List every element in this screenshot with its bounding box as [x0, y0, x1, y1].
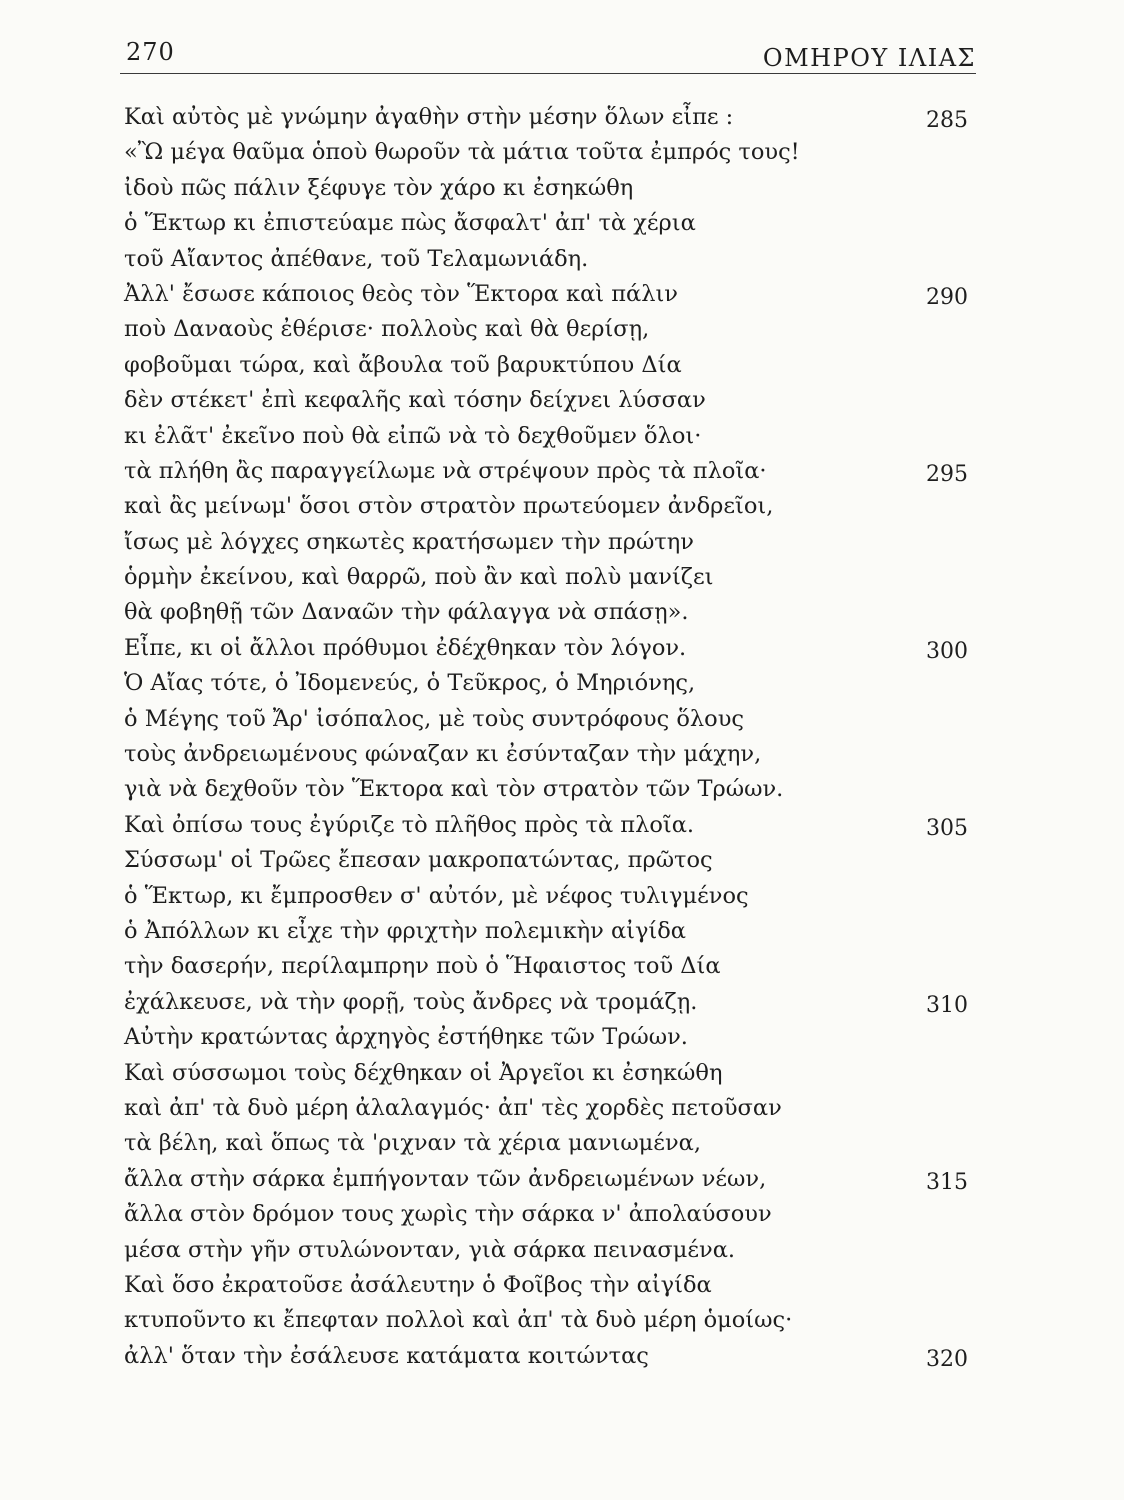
verse-line	[124, 277, 974, 312]
verse-text: ἐχάλκευσε, νὰ τὴν φορῇ, τοὺς ἄνδρες νὰ τρομάζῃ.	[124, 988, 698, 1015]
verse-line	[124, 312, 974, 347]
verse-line	[124, 348, 974, 383]
verse-text: Καὶ ὅσο ἐκρατοῦσε ἀσάλευτην ὁ Φοῖβος τὴν αἰγίδα	[124, 1271, 712, 1298]
running-title: ΟΜΗΡΟΥ ΙΛΙΑΣ	[762, 44, 976, 72]
verse-line	[124, 206, 974, 241]
verse-line	[124, 702, 974, 737]
verse-text: κτυποῦντο κι ἔπεφταν πολλοὶ καὶ ἀπ' τὰ δυὸ μέρη ὁμοίως·	[124, 1307, 793, 1334]
verse-text: ἀλλ' ὅταν τὴν ἐσάλευσε κατάματα κοιτώντας	[124, 1342, 649, 1369]
verse-line	[124, 985, 974, 1020]
verse-text: τοῦ Αἴαντος ἀπέθανε, τοῦ Τελαμωνιάδη.	[124, 245, 589, 272]
verse-text: ἄλλα στὸν δρόμον τους χωρὶς τὴν σάρκα ν' ἀπολαύσουν	[124, 1201, 772, 1228]
verse-line	[124, 1126, 974, 1161]
verse-text: φοβοῦμαι τώρα, καὶ ἄβουλα τοῦ βαρυκτύπου Δία	[124, 351, 682, 378]
verse-line	[124, 843, 974, 878]
verse-text: κι ἐλᾶτ' ἐκεῖνο ποὺ θὰ εἰπῶ νὰ τὸ δεχθοῦμεν ὅλοι·	[124, 422, 702, 449]
verse-text: ὁ Μέγης τοῦ Ἄρ' ἰσόπαλος, μὲ τοὺς συντρόφους ὅλους	[124, 705, 744, 732]
verse-text: ὁ Ἕκτωρ κι ἐπιστεύαμε πὼς ἄσφαλτ' ἀπ' τὰ χέρια	[124, 210, 696, 237]
verse-line	[124, 1233, 974, 1268]
verse-text: καὶ ἀπ' τὰ δυὸ μέρη ἀλαλαγμός· ἀπ' τὲς χορδὲς πετοῦσαν	[124, 1094, 782, 1121]
verse-line	[124, 171, 974, 206]
verse-block	[124, 100, 974, 1374]
verse-line	[124, 135, 974, 170]
verse-text: καὶ ἂς μείνωμ' ὅσοι στὸν στρατὸν πρωτεύομεν ἀνδρεῖοι,	[124, 493, 774, 520]
verse-line	[124, 419, 974, 454]
verse-text: ὁ Ἕκτωρ, κι ἔμπροσθεν σ' αὐτόν, μὲ νέφος τυλιγμένος	[124, 882, 749, 909]
verse-line	[124, 879, 974, 914]
verse-text: δὲν στέκετ' ἐπὶ κεφαλῆς καὶ τόσην δείχνει λύσσαν	[124, 387, 706, 414]
verse-line	[124, 454, 974, 489]
verse-text: Καὶ σύσσωμοι τοὺς δέχθηκαν οἱ Ἀργεῖοι κι ἐσηκώθη	[124, 1059, 723, 1086]
verse-line	[124, 631, 974, 666]
line-number: 310	[926, 992, 968, 1018]
verse-text: Αὐτὴν κρατώντας ἀρχηγὸς ἐστήθηκε τῶν Τρώων.	[124, 1024, 688, 1051]
verse-line	[124, 1091, 974, 1126]
verse-line	[124, 666, 974, 701]
verse-line	[124, 1020, 974, 1055]
verse-text: μέσα στὴν γῆν στυλώνονταν, γιὰ σάρκα πεινασμένα.	[124, 1236, 736, 1263]
verse-line	[124, 242, 974, 277]
verse-line	[124, 595, 974, 630]
line-number: 290	[926, 284, 968, 310]
verse-line	[124, 1197, 974, 1232]
verse-text: θὰ φοβηθῇ τῶν Δαναῶν τὴν φάλαγγα νὰ σπάσῃ».	[124, 599, 689, 626]
header-rule	[120, 73, 976, 74]
verse-line	[124, 1303, 974, 1338]
verse-line	[124, 1268, 974, 1303]
verse-line	[124, 1162, 974, 1197]
line-number: 295	[926, 461, 968, 487]
line-number: 320	[926, 1346, 968, 1372]
verse-text: Σύσσωμ' οἱ Τρῶες ἔπεσαν μακροπατώντας, πρῶτος	[124, 847, 713, 874]
line-number: 300	[926, 638, 968, 664]
line-number: 285	[926, 108, 968, 133]
verse-text: ἄλλα στὴν σάρκα ἐμπήγονταν τῶν ἀνδρειωμένων νέων,	[124, 1165, 767, 1192]
verse-line	[124, 100, 974, 135]
verse-text: ἰδοὺ πῶς πάλιν ξέφυγε τὸν χάρο κι ἐσηκώθη	[124, 174, 634, 201]
verse-line	[124, 1056, 974, 1091]
verse-text: Ὁ Αἴας τότε, ὁ Ἰδομενεύς, ὁ Τεῦκρος, ὁ Μηριόνης,	[124, 670, 696, 697]
verse-line	[124, 808, 974, 843]
verse-line	[124, 560, 974, 595]
verse-line	[124, 914, 974, 949]
verse-line	[124, 772, 974, 807]
verse-text: Καὶ ὀπίσω τους ἐγύριζε τὸ πλῆθος πρὸς τὰ πλοῖα.	[124, 811, 695, 838]
verse-text: «Ὢ μέγα θαῦμα ὁποὺ θωροῦν τὰ μάτια τοῦτα ἐμπρός τους!	[124, 139, 800, 166]
verse-line	[124, 1339, 974, 1374]
verse-line	[124, 737, 974, 772]
verse-text: Καὶ αὐτὸς μὲ γνώμην ἀγαθὴν στὴν μέσην ὅλων εἶπε :	[124, 104, 734, 130]
line-number: 305	[926, 815, 968, 841]
verse-line	[124, 489, 974, 524]
verse-text: γιὰ νὰ δεχθοῦν τὸν Ἕκτορα καὶ τὸν στρατὸν τῶν Τρώων.	[124, 776, 784, 803]
verse-text: Ἀλλ' ἔσωσε κάποιος θεὸς τὸν Ἕκτορα καὶ πάλιν	[124, 280, 678, 307]
verse-text: ὁρμὴν ἐκείνου, καὶ θαρρῶ, ποὺ ἂν καὶ πολὺ μανίζει	[124, 564, 714, 591]
verse-text: τὴν δασερήν, περίλαμπρην ποὺ ὁ Ἥφαιστος τοῦ Δία	[124, 953, 721, 980]
verse-text: Εἶπε, κι οἱ ἄλλοι πρόθυμοι ἐδέχθηκαν τὸν λόγον.	[124, 634, 687, 661]
verse-line	[124, 949, 974, 984]
verse-text: ἴσως μὲ λόγχες σηκωτὲς κρατήσωμεν τὴν πρώτην	[124, 528, 694, 555]
page-header	[120, 38, 976, 78]
verse-text: τὰ πλήθη ἂς παραγγείλωμε νὰ στρέψουν πρὸς τὰ πλοῖα·	[124, 457, 767, 484]
verse-line	[124, 525, 974, 560]
verse-text: ποὺ Δαναοὺς ἐθέρισε· πολλοὺς καὶ θὰ θερίσῃ,	[124, 316, 650, 343]
verse-line	[124, 383, 974, 418]
verse-text: ὁ Ἀπόλλων κι εἶχε τὴν φριχτὴν πολεμικὴν αἰγίδα	[124, 917, 686, 944]
line-number: 315	[926, 1169, 968, 1195]
page-number: 270	[126, 38, 175, 66]
verse-text: τὰ βέλη, καὶ ὅπως τὰ 'ριχναν τὰ χέρια μανιωμένα,	[124, 1130, 701, 1157]
verse-text: τοὺς ἀνδρειωμένους φώναζαν κι ἐσύνταζαν τὴν μάχην,	[124, 741, 762, 768]
